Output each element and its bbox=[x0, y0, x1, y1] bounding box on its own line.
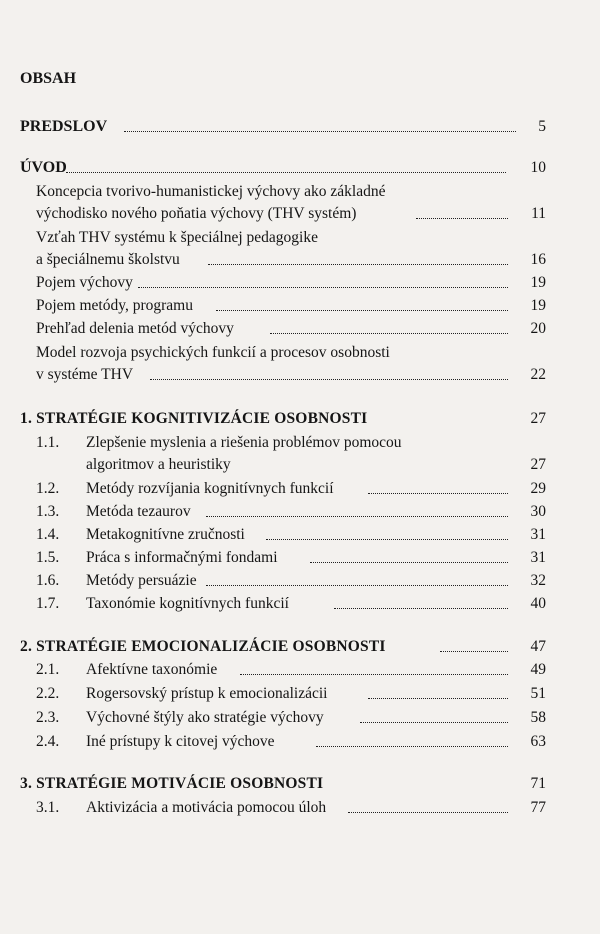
toc-entry-number: 1.1. bbox=[36, 434, 60, 451]
toc-page-number: 22 bbox=[530, 366, 546, 383]
dot-leader bbox=[216, 310, 508, 311]
toc-page-number: 30 bbox=[530, 503, 546, 520]
toc-page-number: 47 bbox=[530, 638, 546, 655]
toc-page-number: 58 bbox=[530, 709, 546, 726]
toc-entry-number: 1.4. bbox=[36, 526, 60, 543]
dot-leader bbox=[66, 172, 506, 173]
toc-entry-number: 2.2. bbox=[36, 685, 60, 702]
toc-page-number: 32 bbox=[530, 572, 546, 589]
table-of-contents: OBSAH PREDSLOV 5 ÚVOD 10 Koncepcia tvorivo-humanistickej výchovy ako základné východisko nového poňatia výchovy (THV systém) 11 Vzťah THV systému k špeciálnej pedagogike a špeciálnemu školstvu 16 Pojem výchovy 19 Pojem metódy, programu 19 Prehľad delenia metód výchovy 20 Model rozvoja psychických funkcií a procesov osobnosti v systéme THV 22 1. STRATÉGIE KOGNITIVIZÁCIE OSOBNOSTI 27 1.1. Zlepšenie myslenia a riešenia problémov pomocou algoritmov a heuristiky 27 1.2. Metódy rozvíjania kognitívnych funkcií 29 1.3. Metóda tezaurov 30 1.4. Metakognitívne zručnosti 31 1.5. Práca s informačnými fondami 31 1.6. Metódy persuázie 32 1.7. Taxonómie kognitívnych funkcií 40 2. STRATÉGIE EMOCIONALIZÁCIE OSOBNOSTI 47 2.1. Afektívne taxonómie 49 2.2. Rogersovský prístup k emocionalizácii 51 2.3. Výchovné štýly ako stratégie výchovy 58 2.4. Iné prístupy k citovej výchove 63 3. STRATÉGIE MOTIVÁCIE OSOBNOSTI 71 3.1. Aktivizácia a motivácia pomocou úloh 77 bbox=[0, 0, 600, 934]
dot-leader bbox=[206, 585, 508, 586]
toc-entry-number: 2.3. bbox=[36, 709, 60, 726]
toc-page-number: 77 bbox=[530, 799, 546, 816]
toc-page-number: 71 bbox=[530, 775, 546, 792]
dot-leader bbox=[440, 651, 508, 652]
dot-leader bbox=[240, 674, 508, 675]
toc-entry-number: 1.5. bbox=[36, 549, 60, 566]
dot-leader bbox=[138, 287, 508, 288]
dot-leader bbox=[334, 608, 508, 609]
toc-entry-label: ÚVOD bbox=[20, 159, 67, 176]
toc-entry-label: PREDSLOV bbox=[20, 118, 108, 135]
toc-page-number: 31 bbox=[530, 549, 546, 566]
toc-page-number: 29 bbox=[530, 480, 546, 497]
toc-entry-number: 1.6. bbox=[36, 572, 60, 589]
dot-leader bbox=[360, 722, 508, 723]
dot-leader bbox=[124, 131, 516, 132]
toc-page-number: 31 bbox=[530, 526, 546, 543]
toc-entry-number: 2.4. bbox=[36, 733, 60, 750]
toc-entry-number: 1.3. bbox=[36, 503, 60, 520]
toc-entry-number: 1.7. bbox=[36, 595, 60, 612]
toc-page-number: 19 bbox=[530, 274, 546, 291]
toc-page-number: 51 bbox=[530, 685, 546, 702]
dot-leader bbox=[270, 333, 508, 334]
toc-entry-label: 2. STRATÉGIE EMOCIONALIZÁCIE OSOBNOSTI bbox=[20, 638, 386, 655]
dot-leader bbox=[348, 812, 508, 813]
toc-page-number: 20 bbox=[530, 320, 546, 337]
dot-leader bbox=[208, 264, 508, 265]
toc-page-number: 27 bbox=[530, 456, 546, 473]
toc-page-number: 19 bbox=[530, 297, 546, 314]
toc-page-number: 27 bbox=[530, 410, 546, 427]
toc-page-number: 40 bbox=[530, 595, 546, 612]
toc-entry-number: 2.1. bbox=[36, 661, 60, 678]
dot-leader bbox=[316, 746, 508, 747]
toc-page-number: 16 bbox=[530, 251, 546, 268]
dot-leader bbox=[266, 539, 508, 540]
dot-leader bbox=[368, 698, 508, 699]
toc-page-number: 10 bbox=[530, 159, 546, 176]
dot-leader bbox=[368, 493, 508, 494]
toc-page-number: 63 bbox=[530, 733, 546, 750]
toc-entry-number: 3.1. bbox=[36, 799, 60, 816]
dot-leader bbox=[150, 379, 508, 380]
toc-page-number: 11 bbox=[531, 205, 546, 222]
dot-leader bbox=[310, 562, 508, 563]
toc-entry-label: 1. STRATÉGIE KOGNITIVIZÁCIE OSOBNOSTI bbox=[20, 410, 368, 427]
dot-leader bbox=[416, 218, 508, 219]
toc-page-number: 5 bbox=[538, 118, 546, 135]
toc-entry-number: 1.2. bbox=[36, 480, 60, 497]
toc-page-number: 49 bbox=[530, 661, 546, 678]
toc-entry-label: 3. STRATÉGIE MOTIVÁCIE OSOBNOSTI bbox=[20, 775, 324, 792]
dot-leader bbox=[206, 516, 508, 517]
